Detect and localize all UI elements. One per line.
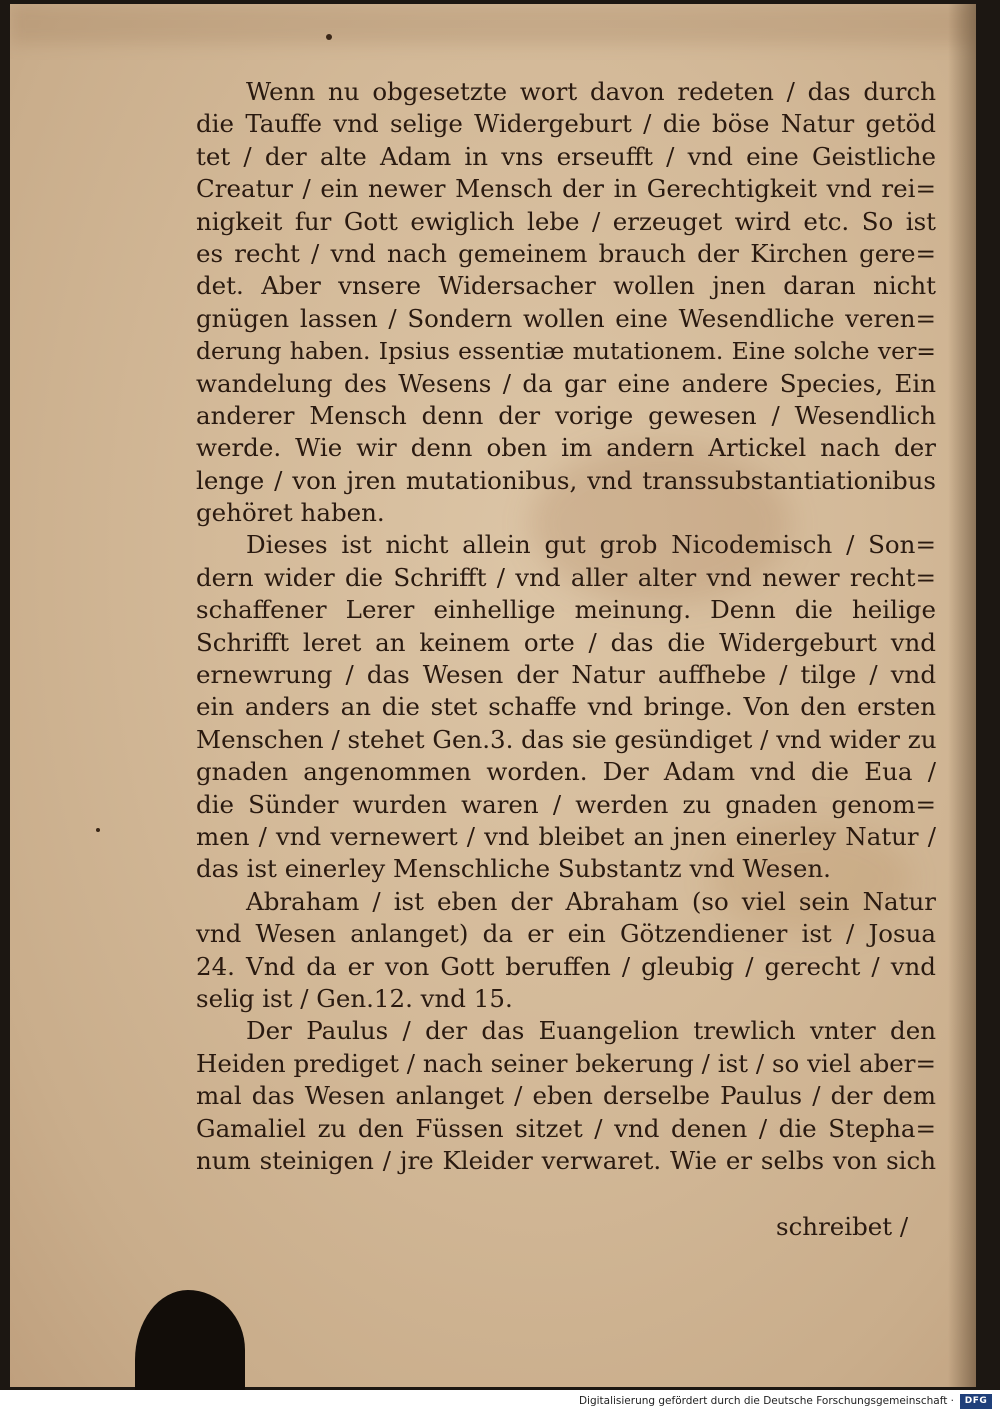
text-line: es recht / vnd nach gemeinem brauch der Kirchen gere= bbox=[196, 238, 936, 268]
text-line: werde. Wie wir denn oben im andern Artickel nach der bbox=[196, 433, 936, 463]
text-line: det. Aber vnsere Widersacher wollen jnen daran nicht bbox=[196, 271, 936, 301]
ink-dot bbox=[326, 34, 332, 40]
text-line: tet / der alte Adam in vns erseufft / vnd eine Geistliche bbox=[196, 141, 936, 171]
text-line: schaffener Lerer einhellige meinung. Denn die heilige bbox=[196, 595, 936, 625]
text-line: Schrifft leret an keinem orte / das die Widergeburt vnd bbox=[196, 627, 936, 657]
dfg-logo-icon: DFG bbox=[960, 1394, 992, 1409]
text-line: ernewrung / das Wesen der Natur auffhebe / tilge / vnd bbox=[196, 660, 936, 690]
text-line: men / vnd vernewert / vnd bleibet an jnen einerley Natur / bbox=[196, 821, 936, 851]
text-line: wandelung des Wesens / da gar eine andere Species, Ein bbox=[196, 368, 936, 398]
book-page bbox=[10, 4, 976, 1387]
text-line: lenge / von jren mutationibus, vnd transsubstantiationibus bbox=[196, 465, 936, 495]
footer-bar bbox=[0, 1390, 1000, 1415]
text-line: mal das Wesen anlanget / eben derselbe Paulus / der dem bbox=[196, 1081, 936, 1111]
text-line: die Sünder wurden waren / werden zu gnaden genom= bbox=[196, 789, 936, 819]
spine-shadow bbox=[948, 4, 976, 1387]
text-line: 24. Vnd da er von Gott beruffen / gleubig / gerecht / vnd bbox=[196, 951, 936, 981]
text-line: Wenn nu obgesetzte wort davon redeten / das durch bbox=[246, 77, 936, 106]
text-line: gehöret haben. bbox=[196, 498, 385, 528]
text-line: Heiden prediget / nach seiner bekerung / ist / so viel aber= bbox=[196, 1048, 936, 1078]
text-line: num steinigen / jre Kleider verwaret. Wie er selbs von sich bbox=[196, 1145, 936, 1175]
funding-credit: Digitalisierung gefördert durch die Deutsche Forschungsgemeinschaft · bbox=[578, 1395, 954, 1407]
text-line: selig ist / Gen.12. vnd 15. bbox=[196, 983, 513, 1013]
text-line: derung haben. Ipsius essentiæ mutationem. Eine solche ver= bbox=[196, 337, 936, 366]
text-line: Abraham / ist eben der Abraham (so viel sein Natur bbox=[246, 886, 936, 916]
text-line: dern wider die Schrifft / vnd aller alter vnd newer recht= bbox=[196, 562, 936, 592]
text-line: ein anders an die stet schaffe vnd bringe. Von den ersten bbox=[196, 692, 936, 722]
text-line: Menschen / stehet Gen.3. das sie gesündiget / vnd wider zu bbox=[196, 724, 936, 754]
text-line: Der Paulus / der das Euangelion trewlich vnter den bbox=[246, 1016, 936, 1046]
text-line: Gamaliel zu den Füssen sitzet / vnd denen / die Stepha= bbox=[196, 1113, 936, 1143]
text-line: Creatur / ein newer Mensch der in Gerechtigkeit vnd rei= bbox=[196, 174, 936, 204]
page-top-stain bbox=[10, 4, 976, 44]
text-line: die Tauffe vnd selige Widergeburt / die böse Natur getöd bbox=[196, 109, 936, 139]
text-line: das ist einerley Menschliche Substantz vnd Wesen. bbox=[196, 854, 831, 884]
body-text bbox=[196, 76, 936, 1177]
text-line: anderer Mensch denn der vorige gewesen / Wesendlich bbox=[196, 400, 936, 430]
text-line: gnügen lassen / Sondern wollen eine Wesendliche veren= bbox=[196, 303, 936, 333]
text-line: vnd Wesen anlanget) da er ein Götzendiener ist / Josua bbox=[196, 919, 936, 949]
catchword: schreibet / bbox=[776, 1212, 909, 1241]
text-line: Dieses ist nicht allein gut grob Nicodemisch / Son= bbox=[246, 530, 936, 560]
ink-dot bbox=[96, 828, 100, 832]
text-line: nigkeit fur Gott ewiglich lebe / erzeuget wird etc. So ist bbox=[196, 206, 936, 236]
text-line: gnaden angenommen worden. Der Adam vnd die Eua / bbox=[196, 757, 936, 787]
